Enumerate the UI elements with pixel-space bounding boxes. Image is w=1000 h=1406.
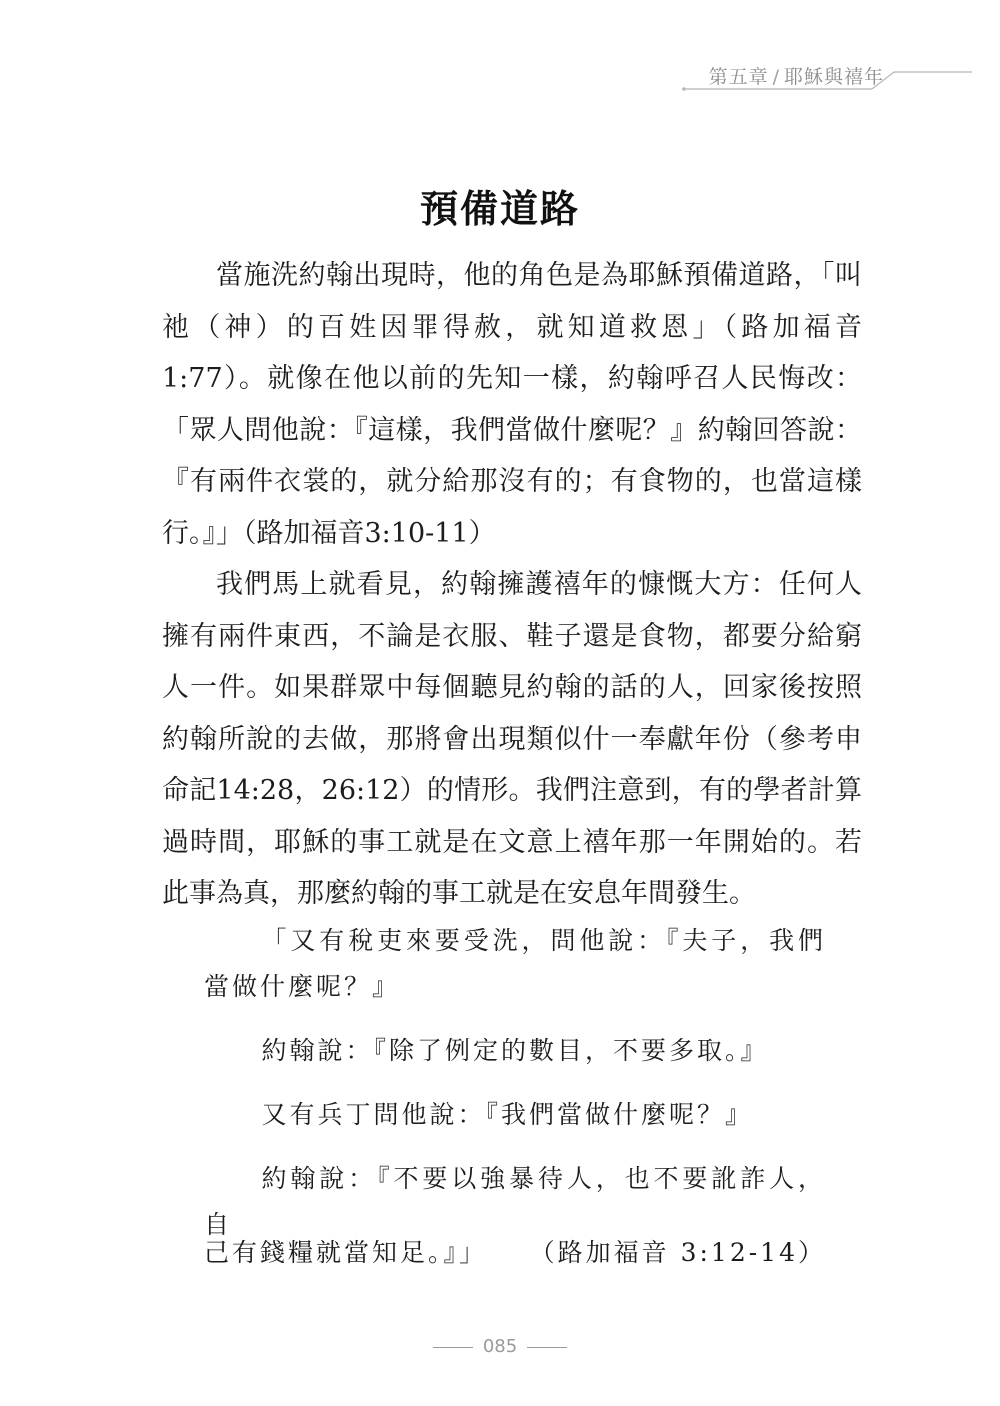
header-chapter: 第五章 [708,66,769,88]
header-separator: / [772,66,780,88]
paragraph-2-line: 耶穌的事工就是在文意上禧年那一年開始的。若此事為真， [162,826,863,909]
quote-line: 約翰說：『不要以強暴待人，也不要訛詐人，自 [204,1164,826,1239]
quote-final-line [204,1230,826,1276]
section-title: 預備道路 [419,186,580,231]
paragraph-2 [162,559,862,920]
header-chapter-title: 耶穌與禧年 [783,66,884,88]
quote-paragraph-1 [204,918,826,1010]
paragraph-2-line: 那麼約翰的事工就是在安息年間發生。 [297,878,756,909]
quote-line: 約翰說：『除了例定的數目，不要多取。』 [261,1036,769,1065]
quote-line: 「又有稅吏來要受洗，問他說：『夫子，我們當 [204,926,826,1001]
page-number: 085 [482,1336,518,1357]
paragraph-1-line: 當施洗約翰出現時，他的角色是為耶穌預備道路，「叫 [216,260,862,291]
paragraph-2-line: 一件。如果群眾中每個聽見約翰的話的人，回家後按照約翰 [162,672,863,755]
quote-line: 做什麼呢？』 [232,972,401,1001]
page-footer [0,1336,1000,1357]
footer-rule-right [527,1347,567,1348]
paragraph-1-line: 就分給那沒有的；有食物的，也當這樣行。』」（路加福音 [162,466,863,549]
paragraph-1-line: 祂（神）的百姓因罪得赦，就知道救恩」（路加福音 1:77）。 [162,311,862,394]
paragraph-2-line: 14:28，26:12）的情形。我們注意到，有的學者計算過時間， [162,775,862,858]
paragraph-1 [162,250,862,559]
quote-paragraph-2 [204,1028,826,1074]
quote-citation: （路加福音 3:12-14） [529,1238,826,1267]
paragraph-2-line: 擁有兩件東西，不論是衣服、鞋子還是食物，都要分給窮人 [162,620,862,703]
block-quote [204,918,826,1276]
running-header [676,56,976,96]
quote-paragraph-3 [204,1092,826,1138]
paragraph-2-line: 所說的去做，那將會出現類似什一奉獻年份（參考申命記 [162,723,863,806]
body-text [162,250,862,920]
quote-line: 己有錢糧就當知足。』」 [204,1238,488,1267]
paragraph-1-line: 3:10-11） [364,517,496,549]
paragraph-2-line: 我們馬上就看見，約翰擁護禧年的慷慨大方：任何人 [216,569,862,600]
paragraph-1-line: 就像在他以前的先知一樣，約翰呼召人民悔改：「眾人問他說： [162,363,862,446]
quote-line: 又有兵丁問他說：『我們當做什麼呢？』 [261,1100,754,1129]
header-text [709,62,884,89]
paragraph-1-line: 『這樣，我們當做什麼呢？』約翰回答說：『有兩件衣裳的， [162,414,863,497]
footer-rule-left [433,1347,473,1348]
